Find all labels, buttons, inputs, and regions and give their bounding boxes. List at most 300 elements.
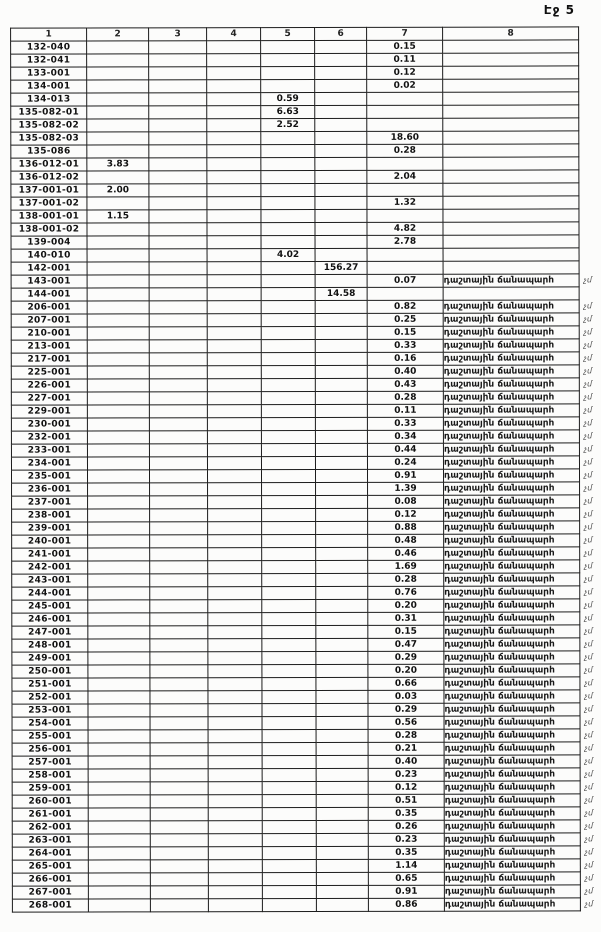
row-value-col2 (88, 717, 150, 730)
table-body (11, 27, 601, 912)
row-value-col6 (316, 859, 368, 872)
row-value-col5 (261, 313, 315, 326)
row-code: 234-001 (11, 457, 87, 470)
row-value-col3 (150, 873, 208, 886)
row-code: 264-001 (12, 847, 88, 860)
row-value-col5 (262, 794, 316, 807)
road-type-label (443, 53, 579, 66)
table-row (11, 66, 599, 80)
road-type-label (443, 131, 579, 144)
row-code: 249-001 (12, 652, 88, 665)
table-row (12, 664, 600, 678)
row-value-col5 (261, 339, 315, 352)
table-row (12, 846, 600, 860)
row-value-col2 (88, 873, 150, 886)
row-value-col7: 0.66 (368, 677, 444, 690)
margin-mark: չմ (584, 873, 594, 883)
row-value-col6 (316, 495, 368, 508)
row-value-col4 (208, 821, 262, 834)
row-value-col6 (316, 898, 368, 911)
row-value-col7: 0.11 (367, 404, 443, 417)
row-value-col7: 0.03 (368, 690, 444, 703)
row-value-col5 (262, 885, 316, 898)
row-value-col5 (262, 495, 316, 508)
row-code: 136-012-02 (11, 171, 87, 184)
row-value-col4 (208, 756, 262, 769)
row-code: 240-001 (12, 535, 88, 548)
row-value-col4 (207, 54, 261, 67)
table-row (11, 261, 599, 275)
row-value-col6 (315, 417, 367, 430)
row-value-col4 (208, 496, 262, 509)
row-value-col6 (316, 729, 368, 742)
row-value-col5 (262, 482, 316, 495)
row-value-col4 (208, 717, 262, 730)
road-type-label (443, 248, 579, 261)
row-value-col5 (262, 742, 316, 755)
row-value-col6 (316, 807, 368, 820)
table-row (11, 79, 599, 93)
row-value-col6 (315, 53, 367, 66)
row-value-col6 (315, 469, 367, 482)
row-value-col2 (87, 405, 149, 418)
row-value-col6 (316, 521, 368, 534)
table-row (12, 794, 600, 808)
row-value-col2 (88, 535, 150, 548)
row-value-col5 (261, 131, 315, 144)
row-value-col7: 1.39 (368, 482, 444, 495)
table-header-row (11, 27, 599, 41)
row-value-col7: 0.91 (367, 469, 443, 482)
row-code: 263-001 (12, 834, 88, 847)
row-value-col7: 0.11 (367, 53, 443, 66)
row-code: 241-001 (12, 548, 88, 561)
margin-mark: չմ (584, 730, 593, 740)
row-value-col6 (315, 157, 367, 170)
table-row (12, 612, 600, 626)
row-code: 245-001 (12, 600, 88, 613)
row-value-col5 (261, 40, 315, 53)
row-value-col5 (261, 196, 315, 209)
row-value-col3 (149, 353, 207, 366)
row-value-col5 (261, 404, 315, 417)
table-row (11, 209, 599, 223)
row-value-col6 (316, 651, 368, 664)
row-code: 233-001 (11, 444, 87, 457)
table-row (11, 339, 599, 353)
row-code: 138-001-01 (11, 210, 87, 223)
row-code: 266-001 (12, 873, 88, 886)
row-value-col4 (207, 132, 261, 145)
row-value-col5 (262, 898, 316, 911)
row-code: 254-001 (12, 717, 88, 730)
row-value-col5 (261, 157, 315, 170)
road-type-label: դաշտային ճանապարհ (444, 742, 580, 755)
row-value-col3 (149, 106, 207, 119)
row-value-col3 (150, 678, 208, 691)
row-value-col4 (207, 106, 261, 119)
row-value-col4 (208, 509, 262, 522)
row-value-col2 (87, 353, 149, 366)
table-row (12, 560, 600, 574)
margin-mark: չմ (583, 353, 593, 363)
row-value-col4 (208, 730, 262, 743)
row-value-col6 (316, 482, 368, 495)
row-value-col4 (207, 327, 261, 340)
column-header-8: 8 (443, 27, 579, 40)
road-type-label (443, 261, 579, 274)
row-value-col7: 0.35 (368, 807, 444, 820)
row-value-col3 (149, 80, 207, 93)
row-value-col7: 1.32 (367, 196, 443, 209)
row-value-col2 (88, 847, 150, 860)
margin-mark (579, 79, 599, 92)
margin-mark: չմ (584, 613, 593, 623)
margin-mark: չմ (584, 795, 594, 805)
table-row (12, 859, 600, 873)
road-type-label: դաշտային ճանապարհ (444, 898, 580, 911)
margin-mark (579, 183, 599, 196)
row-value-col3 (149, 444, 207, 457)
row-value-col4 (207, 262, 261, 275)
row-value-col3 (150, 847, 208, 860)
table-row (11, 378, 599, 392)
row-value-col4 (208, 808, 262, 821)
table-row (12, 703, 600, 717)
margin-mark: չմ (584, 704, 593, 714)
road-type-label: դաշտային ճանապարհ (444, 495, 580, 508)
row-value-col3 (150, 652, 208, 665)
row-value-col3 (149, 366, 207, 379)
margin-mark: չմ (583, 405, 593, 415)
row-code: 137-001-01 (11, 184, 87, 197)
row-value-col2 (88, 600, 150, 613)
table-row (12, 742, 600, 756)
row-value-col3 (149, 262, 207, 275)
row-value-col7: 0.29 (368, 703, 444, 716)
row-value-col5 (261, 430, 315, 443)
row-value-col7: 0.40 (368, 755, 444, 768)
margin-mark: չմ (584, 782, 593, 792)
row-code: 239-001 (12, 522, 88, 535)
column-header-3: 3 (149, 28, 207, 41)
row-value-col3 (149, 197, 207, 210)
row-value-col2 (88, 886, 150, 899)
row-value-col3 (150, 730, 208, 743)
row-value-col7: 0.28 (367, 144, 443, 157)
row-value-col6 (316, 781, 368, 794)
margin-mark (579, 40, 599, 53)
row-value-col2 (87, 67, 149, 80)
margin-mark: չմ (584, 665, 593, 675)
road-type-label (443, 196, 579, 209)
row-value-col7: 0.28 (367, 391, 443, 404)
margin-mark (579, 118, 599, 131)
road-type-label (443, 183, 579, 196)
row-code: 242-001 (12, 561, 88, 574)
table-row (11, 196, 599, 210)
row-value-col5: 6.63 (261, 105, 315, 118)
road-type-label (443, 157, 579, 170)
row-code: 138-001-02 (11, 223, 87, 236)
margin-mark: չմ (583, 379, 593, 389)
road-type-label: դաշտային ճանապարհ (443, 430, 579, 443)
row-value-col6 (315, 430, 367, 443)
road-type-label: դաշտային ճանապարհ (444, 599, 580, 612)
row-code: 135-082-03 (11, 132, 87, 145)
row-value-col4 (207, 67, 261, 80)
row-value-col3 (150, 548, 208, 561)
row-value-col2 (87, 119, 149, 132)
margin-mark: չմ (584, 756, 593, 766)
row-value-col4 (207, 41, 261, 54)
row-value-col7 (367, 183, 443, 196)
table-row (12, 625, 600, 639)
row-value-col4 (207, 223, 261, 236)
margin-mark: չմ (584, 821, 594, 831)
row-code: 244-001 (12, 587, 88, 600)
row-code: 250-001 (12, 665, 88, 678)
row-value-col6 (316, 833, 368, 846)
row-code: 255-001 (12, 730, 88, 743)
margin-mark: չմ (584, 483, 593, 493)
row-value-col5 (262, 716, 316, 729)
table-row (11, 118, 599, 132)
row-value-col2 (88, 678, 150, 691)
row-value-col3 (149, 249, 207, 262)
row-value-col4 (208, 769, 262, 782)
row-value-col3 (149, 158, 207, 171)
row-value-col2 (88, 548, 150, 561)
margin-mark (579, 105, 599, 118)
row-code: 261-001 (12, 808, 88, 821)
row-value-col6 (315, 118, 367, 131)
road-type-label (443, 92, 579, 105)
row-value-col6 (315, 326, 367, 339)
row-code: 140-010 (11, 249, 87, 262)
row-value-col5 (262, 872, 316, 885)
row-value-col2 (87, 275, 149, 288)
margin-mark: չմ (584, 496, 593, 506)
table-row (11, 131, 599, 145)
row-value-col6: 14.58 (315, 287, 367, 300)
row-value-col6 (315, 352, 367, 365)
row-value-col4 (208, 600, 262, 613)
margin-mark: չմ (584, 509, 593, 519)
row-value-col6 (316, 768, 368, 781)
road-type-label: դաշտային ճանապարհ (444, 885, 580, 898)
row-value-col7: 0.33 (367, 339, 443, 352)
row-value-col2 (87, 132, 149, 145)
row-value-col2: 1.15 (87, 210, 149, 223)
row-code: 135-082-01 (11, 106, 87, 119)
row-code: 132-041 (11, 54, 87, 67)
row-value-col3 (149, 41, 207, 54)
row-value-col7: 18.60 (367, 131, 443, 144)
row-value-col4 (208, 847, 262, 860)
table-row (11, 144, 599, 158)
row-value-col3 (150, 717, 208, 730)
row-value-col7: 0.12 (368, 781, 444, 794)
row-value-col5 (261, 326, 315, 339)
row-value-col6: 156.27 (315, 261, 367, 274)
row-value-col2 (87, 223, 149, 236)
row-value-col6 (316, 677, 368, 690)
row-value-col4 (208, 834, 262, 847)
row-value-col3 (149, 236, 207, 249)
road-type-label: դաշտային ճանապարհ (443, 274, 579, 287)
table-row (11, 365, 599, 379)
table-row (11, 287, 599, 301)
margin-mark: չմ (583, 327, 593, 337)
row-value-col3 (150, 535, 208, 548)
road-type-label: դաշտային ճանապարհ (443, 378, 579, 391)
row-value-col4 (208, 899, 262, 912)
row-code: 207-001 (11, 314, 87, 327)
row-code: 238-001 (12, 509, 88, 522)
row-value-col6 (316, 703, 368, 716)
road-type-label: դաշտային ճանապարհ (443, 391, 579, 404)
row-value-col2: 3.83 (87, 158, 149, 171)
row-value-col6 (315, 79, 367, 92)
row-value-col4 (208, 678, 262, 691)
table-row (11, 105, 599, 119)
row-value-col6 (316, 846, 368, 859)
row-value-col5 (262, 508, 316, 521)
road-type-label: դաշտային ճանապարհ (444, 664, 580, 677)
row-value-col2 (87, 93, 149, 106)
row-value-col6 (315, 404, 367, 417)
row-value-col6 (315, 365, 367, 378)
row-value-col3 (149, 54, 207, 67)
row-value-col6 (315, 339, 367, 352)
row-value-col2 (87, 54, 149, 67)
road-type-label: դաշտային ճանապարհ (444, 573, 580, 586)
row-code: 258-001 (12, 769, 88, 782)
column-header-7: 7 (367, 27, 443, 40)
row-value-col5 (262, 560, 316, 573)
road-type-label: դաշտային ճանապարհ (443, 417, 579, 430)
row-value-col6 (316, 690, 368, 703)
row-value-col4 (208, 782, 262, 795)
row-value-col4 (208, 522, 262, 535)
row-value-col7: 0.21 (368, 742, 444, 755)
row-value-col4 (207, 158, 261, 171)
road-type-label: դաշտային ճանապարհ (443, 404, 579, 417)
row-value-col2 (88, 743, 150, 756)
row-value-col3 (150, 522, 208, 535)
row-value-col5 (261, 456, 315, 469)
row-code: 259-001 (12, 782, 88, 795)
table-row (12, 469, 600, 483)
road-type-label: դաշտային ճանապարհ (444, 690, 580, 703)
road-type-label: դաշտային ճանապարհ (444, 846, 580, 859)
row-value-col2 (87, 145, 149, 158)
table-row (11, 92, 599, 106)
row-value-col4 (207, 431, 261, 444)
margin-mark (579, 248, 599, 261)
row-value-col4 (207, 197, 261, 210)
row-value-col2 (88, 587, 150, 600)
road-type-label: դաշտային ճանապարհ (443, 365, 579, 378)
row-value-col7: 0.02 (367, 79, 443, 92)
row-value-col3 (150, 561, 208, 574)
row-value-col7 (367, 157, 443, 170)
table-row (12, 651, 600, 665)
row-value-col4 (208, 873, 262, 886)
row-code: 134-013 (11, 93, 87, 106)
row-value-col2 (88, 522, 150, 535)
row-value-col4 (208, 626, 262, 639)
road-type-label: դաշտային ճանապարհ (443, 339, 579, 352)
row-value-col6 (315, 456, 367, 469)
margin-mark (579, 261, 599, 274)
row-code: 135-086 (11, 145, 87, 158)
margin-mark (579, 287, 599, 300)
row-value-col6 (315, 144, 367, 157)
row-value-col4 (208, 652, 262, 665)
row-value-col2 (87, 392, 149, 405)
margin-mark: չմ (584, 769, 593, 779)
table-row (12, 534, 600, 548)
table-row (12, 833, 600, 847)
margin-mark: չմ (584, 847, 594, 857)
table-row (12, 599, 600, 613)
row-value-col6 (315, 313, 367, 326)
row-value-col2 (88, 470, 150, 483)
row-value-col6 (316, 872, 368, 885)
row-value-col3 (149, 301, 207, 314)
row-code: 267-001 (12, 886, 88, 899)
row-value-col4 (207, 184, 261, 197)
row-value-col3 (149, 340, 207, 353)
margin-mark (579, 92, 599, 105)
row-value-col2 (88, 860, 150, 873)
row-value-col2 (87, 366, 149, 379)
row-value-col5: 2.52 (261, 118, 315, 131)
row-value-col5 (262, 755, 316, 768)
row-value-col6 (316, 599, 368, 612)
road-type-label: դաշտային ճանապարհ (444, 872, 580, 885)
row-code: 246-001 (12, 613, 88, 626)
row-value-col5 (261, 170, 315, 183)
row-value-col5 (262, 690, 316, 703)
road-type-label (443, 287, 579, 300)
row-value-col5 (261, 300, 315, 313)
table-row (12, 820, 600, 834)
row-value-col7: 0.25 (367, 313, 443, 326)
row-value-col7: 0.23 (368, 833, 444, 846)
row-value-col5 (262, 638, 316, 651)
row-value-col3 (149, 314, 207, 327)
row-value-col6 (315, 209, 367, 222)
row-value-col6 (316, 794, 368, 807)
row-value-col6 (315, 105, 367, 118)
row-value-col3 (149, 119, 207, 132)
row-value-col2 (88, 691, 150, 704)
row-value-col2 (87, 171, 149, 184)
row-value-col6 (315, 222, 367, 235)
row-value-col3 (149, 93, 207, 106)
road-type-label (443, 170, 579, 183)
table-row (11, 40, 599, 54)
road-type-label (443, 79, 579, 92)
margin-mark: չմ (583, 418, 593, 428)
row-value-col5 (262, 469, 316, 482)
road-type-label: դաշտային ճանապարհ (444, 638, 580, 651)
row-value-col5 (261, 274, 315, 287)
row-value-col4 (208, 704, 262, 717)
